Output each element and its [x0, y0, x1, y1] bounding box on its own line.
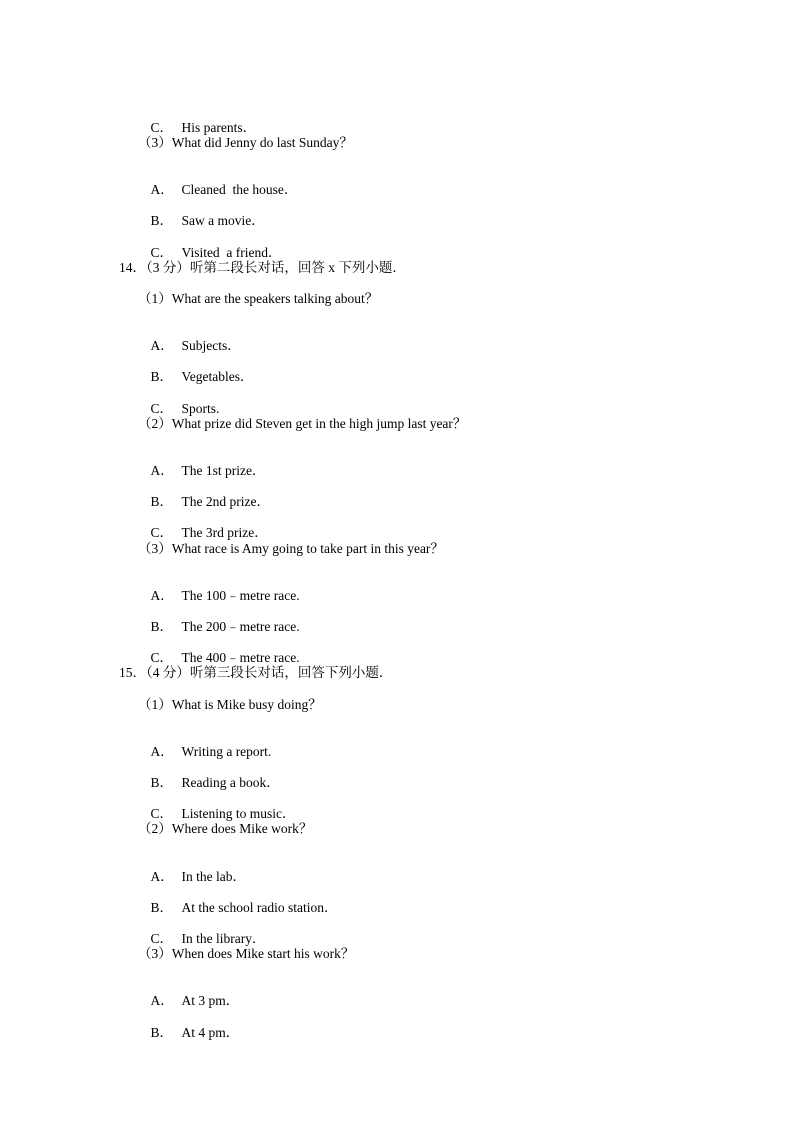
option-letter: C．	[150, 525, 174, 540]
option-text: Sports.	[181, 401, 220, 416]
option-letter: C．	[150, 650, 174, 665]
option-text: The 100﹣metre race.	[181, 588, 300, 603]
option-letter: C．	[150, 931, 174, 946]
option-text: The 3rd prize．	[181, 525, 268, 540]
option-text: Writing a report.	[181, 744, 272, 759]
option-letter: C．	[150, 245, 174, 260]
option-letter: A．	[150, 869, 174, 884]
option-letter: A．	[150, 338, 174, 353]
option-b	[137, 1009, 239, 1057]
option-letter: B．	[150, 369, 174, 384]
option-letter: C．	[150, 120, 174, 135]
question-14-heading: 14．（3 分）听第二段长对话，回答 x 下列小题．	[119, 260, 406, 275]
option-letter: B．	[150, 900, 174, 915]
option-text: Vegetables．	[181, 369, 254, 384]
option-text: At 4 pm．	[181, 1025, 240, 1040]
sub-question-3: （3）When does Mike start his work？	[138, 946, 355, 961]
option-text: Subjects．	[181, 338, 241, 353]
option-letter: B．	[150, 494, 174, 509]
option-letter: A．	[150, 182, 174, 197]
question-15-heading: 15．（4 分）听第三段长对话，回答下列小题．	[119, 665, 393, 680]
option-text: Saw a movie．	[181, 213, 265, 228]
option-letter: C．	[150, 806, 174, 821]
option-text: Reading a book．	[181, 775, 280, 790]
option-letter: B．	[150, 1025, 174, 1040]
option-text: At the school radio station．	[181, 900, 338, 915]
sub-question-3: （3）What race is Amy going to take part in this year？	[138, 541, 444, 556]
option-text: At 3 pm．	[181, 993, 240, 1008]
option-letter: A．	[150, 744, 174, 759]
option-text: The 2nd prize．	[181, 494, 270, 509]
option-text: Cleaned the house．	[181, 182, 298, 197]
option-text: The 1st prize．	[181, 463, 266, 478]
option-letter: A．	[150, 588, 174, 603]
option-letter: B．	[150, 213, 174, 228]
option-letter: A．	[150, 463, 174, 478]
option-text: Listening to music．	[181, 806, 296, 821]
sub-question-2: （2）What prize did Steven get in the high jump last year？	[138, 416, 467, 431]
sub-question-3: （3）What did Jenny do last Sunday？	[138, 135, 353, 150]
option-text: In the lab．	[181, 869, 246, 884]
sub-question-2: （2）Where does Mike work？	[138, 821, 313, 836]
option-letter: B．	[150, 619, 174, 634]
option-text: The 200﹣metre race.	[181, 619, 300, 634]
option-text: His parents．	[181, 120, 257, 135]
option-letter: C．	[150, 401, 174, 416]
option-text: Visited a friend．	[181, 245, 282, 260]
sub-question-1: （1）What is Mike busy doing？	[138, 697, 322, 712]
option-text: The 400﹣metre race.	[181, 650, 300, 665]
sub-question-1: （1）What are the speakers talking about？	[138, 291, 379, 306]
option-letter: A．	[150, 993, 174, 1008]
option-text: In the library．	[181, 931, 266, 946]
option-letter: B．	[150, 775, 174, 790]
